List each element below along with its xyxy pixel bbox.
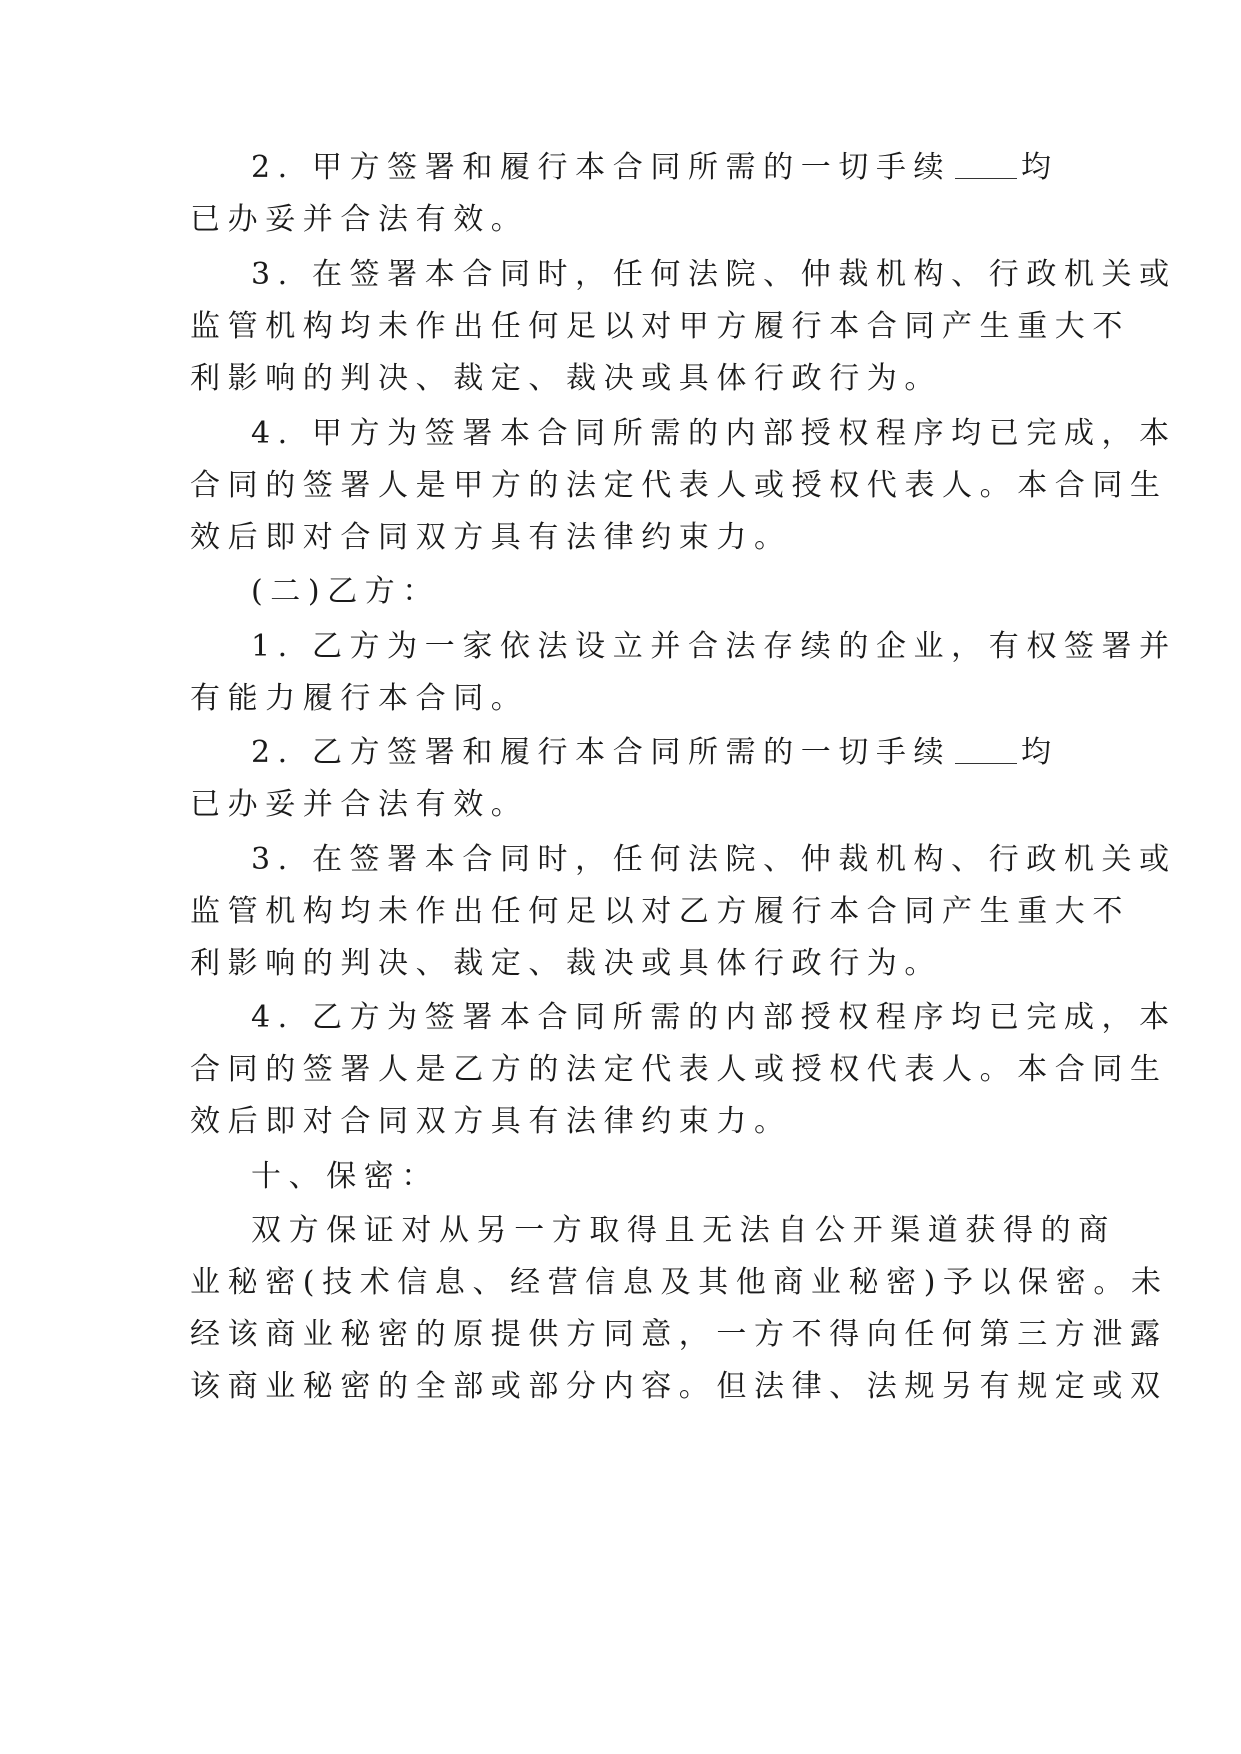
text-line: 监管机构均未作出任何足以对乙方履行本合同产生重大不 — [190, 894, 1130, 929]
text-line: 有能力履行本合同。 — [190, 681, 529, 716]
text-line: 合同的签署人是乙方的法定代表人或授权代表人。本合同生 — [190, 1052, 1168, 1087]
text-line: 4. 甲方为签署本合同所需的内部授权程序均已完成，本 — [251, 416, 1177, 451]
text-line: 已办妥并合法有效。 — [190, 202, 529, 237]
text-line: 业秘密(技术信息、经营信息及其他商业秘密)予以保密。未 — [190, 1265, 1169, 1300]
section-heading: (二)乙方： — [251, 574, 441, 609]
text-line: 3. 在签署本合同时，任何法院、仲裁机构、行政机关或 — [251, 842, 1177, 877]
text-line: 合同的签署人是甲方的法定代表人或授权代表人。本合同生 — [190, 468, 1168, 503]
text-line: 利影响的判决、裁定、裁决或具体行政行为。 — [190, 946, 942, 981]
line-text: 2. 乙方签署和履行本合同所需的一切手续 — [251, 735, 952, 770]
text-line: 效后即对合同双方具有法律约束力。 — [190, 1104, 792, 1139]
text-line: 1. 乙方为一家依法设立并合法存续的企业，有权签署并 — [251, 629, 1177, 664]
text-line: 利影响的判决、裁定、裁决或具体行政行为。 — [190, 361, 942, 396]
text-line: 效后即对合同双方具有法律约束力。 — [190, 520, 792, 555]
line-text-end: 均 — [1021, 150, 1051, 185]
text-line: 该商业秘密的全部或部分内容。但法律、法规另有规定或双 — [190, 1369, 1168, 1404]
line-text: 2. 甲方签署和履行本合同所需的一切手续 — [251, 150, 952, 185]
text-line: 3. 在签署本合同时，任何法院、仲裁机构、行政机关或 — [251, 257, 1177, 292]
text-line: 4. 乙方为签署本合同所需的内部授权程序均已完成，本 — [251, 1000, 1177, 1035]
section-heading: 十、保密： — [251, 1159, 439, 1194]
fill-in-blank — [955, 148, 1017, 179]
text-line: 监管机构均未作出任何足以对甲方履行本合同产生重大不 — [190, 309, 1130, 344]
text-line: 已办妥并合法有效。 — [190, 787, 529, 822]
line-text-end: 均 — [1021, 735, 1051, 770]
text-line — [251, 733, 1051, 773]
text-line — [251, 148, 1051, 188]
text-line: 经该商业秘密的原提供方同意，一方不得向任何第三方泄露 — [190, 1317, 1168, 1352]
text-line: 双方保证对从另一方取得且无法自公开渠道获得的商 — [251, 1213, 1116, 1248]
fill-in-blank — [955, 733, 1017, 764]
